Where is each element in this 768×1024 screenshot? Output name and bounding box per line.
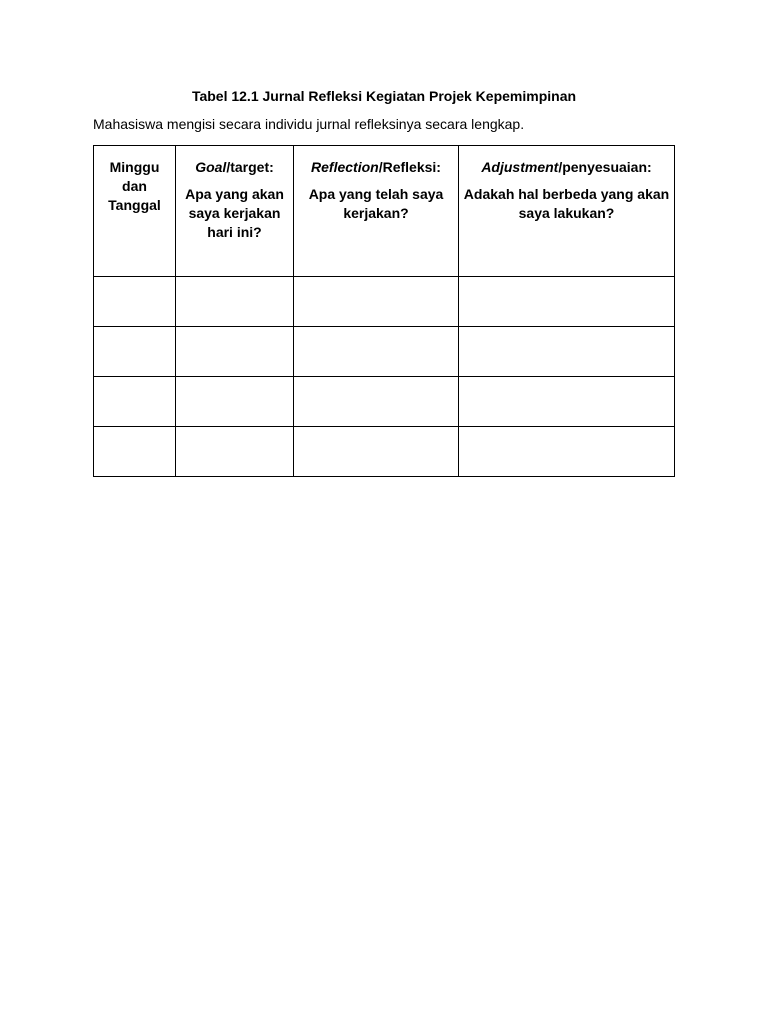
table-cell	[94, 277, 176, 327]
header-cell-minggu	[94, 146, 176, 277]
reflection-journal-table	[93, 145, 675, 477]
header-cell-goal	[176, 146, 294, 277]
header-question-adjustment: Adakah hal berbeda yang akan saya lakukan?	[463, 186, 670, 221]
table-cell	[94, 377, 176, 427]
table-cell	[94, 327, 176, 377]
table-cell	[459, 427, 675, 477]
header-question-reflection: Apa yang telah saya kerjakan?	[308, 186, 444, 221]
table-title: Tabel 12.1 Jurnal Refleksi Kegiatan Projek Kepemimpinan	[191, 88, 577, 104]
table-row	[94, 277, 675, 327]
table-cell	[294, 377, 459, 427]
table-cell	[294, 327, 459, 377]
table-cell	[459, 327, 675, 377]
table-cell	[294, 427, 459, 477]
instruction-text: Mahasiswa mengisi secara individu jurnal refleksinya secara lengkap.	[93, 116, 525, 132]
table-cell	[176, 277, 294, 327]
table-header-row	[94, 146, 675, 277]
header-question-goal: Apa yang akan saya kerjakan hari ini?	[185, 186, 284, 240]
table-cell	[94, 427, 176, 477]
table-cell	[294, 277, 459, 327]
header-cell-reflection	[294, 146, 459, 277]
table-cell	[176, 327, 294, 377]
table-cell	[176, 427, 294, 477]
header-label-goal: Goal/target:	[195, 159, 274, 175]
header-label-reflection: Reflection/Refleksi:	[311, 159, 441, 175]
table-row	[94, 427, 675, 477]
header-label-adjustment: Adjustment/penyesuaian:	[481, 159, 652, 175]
table-row	[94, 377, 675, 427]
table-cell	[459, 377, 675, 427]
table-cell	[176, 377, 294, 427]
header-label-minggu: Minggu dan Tanggal	[108, 159, 161, 213]
table-row	[94, 327, 675, 377]
header-cell-adjustment	[459, 146, 675, 277]
table-cell	[459, 277, 675, 327]
